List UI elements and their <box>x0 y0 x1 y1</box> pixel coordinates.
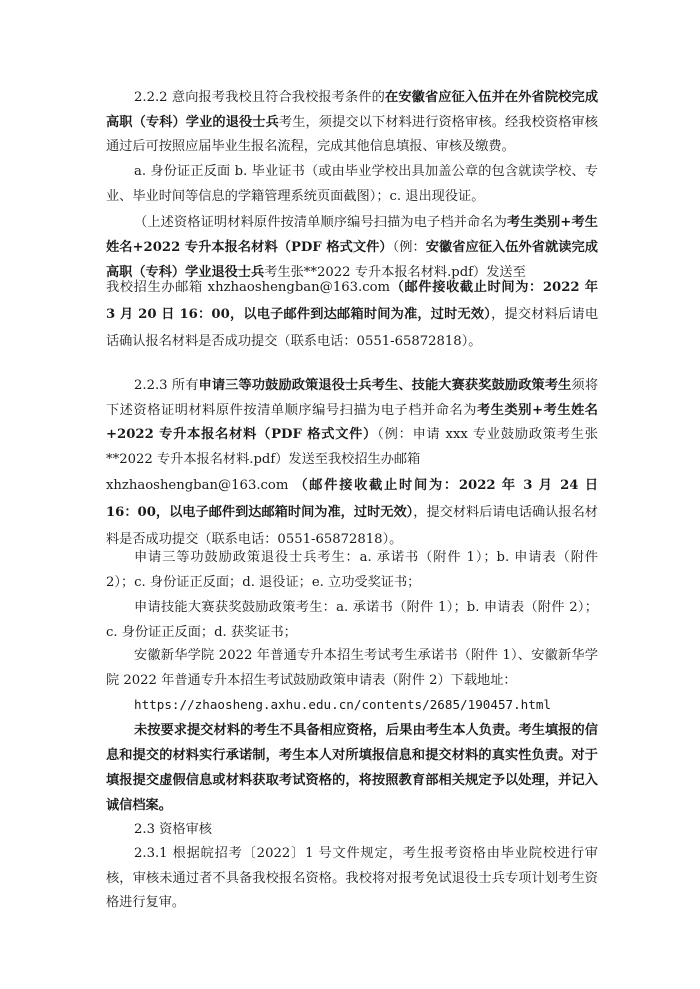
text-span: 考生，须提交以下材料进行资格审核。经我校资格审核通过后可按照应届毕业生报名流程，完成其他信息填报、审核及缴费。 <box>106 114 598 155</box>
section-2-2-2-email <box>106 274 598 355</box>
bold-text: 考生类别+考生姓名+2022 专升本报名材料（PDF 格式文件） <box>106 215 598 255</box>
text-span: 考生张**2022 专升本报名材料.pdf）发送至 <box>264 265 526 280</box>
text-span: 须将下述资格证明材料原件按清单顺序编号扫描为电子档并命名为 <box>106 378 599 418</box>
section-title: 2.3 资格审核 <box>134 822 212 837</box>
section-2-2-3-intro <box>106 374 598 472</box>
text-span: 2.2.2 意向报考我校且符合我校报考条件的 <box>134 90 386 105</box>
section-2-3-body <box>106 842 598 916</box>
section-2-2-3-email <box>106 472 598 553</box>
text-span: ，提交材料后请电话确认报名材料是否成功提交（联系电话：0551-65872818）。 <box>106 505 598 547</box>
download-url[interactable] <box>106 693 598 718</box>
download-note <box>106 644 598 693</box>
warning-text: 未按要求提交材料的考生不具备相应资格，后果由考生本人负责。考生填报的信息和提交的材料实行承诺制，考生本人对所填报信息和提交材料的真实性负责。对于填报提交虚假信息或材料获取考试资格的，将按照教育部相关规定予以处理，并记入诚信档案。 <box>106 723 598 813</box>
bold-text: 在安徽省应征入伍并在外省院校完成高职（专科）学业的退役士兵 <box>106 90 599 130</box>
text-span: 申请技能大赛获奖鼓励政策考生：a. 承诺书（附件 1）；b. 申请表（附件 2）；c. 身份证正反面；d. 获奖证书； <box>106 600 598 640</box>
bold-text: 安徽省应征入伍外省就读完成高职（专科）学业退役士兵 <box>106 240 598 280</box>
list-skill-policy <box>106 596 598 645</box>
section-2-3-title <box>106 818 598 843</box>
text-span: （例： <box>392 240 426 255</box>
section-2-2-2-items <box>106 160 598 209</box>
text-span: a. 身份证正反面 b. 毕业证书（或由毕业学校出具加盖公章的包含就读学校、专业、毕业时间等信息的学籍管理系统页面截图）；c. 退出现役证。 <box>106 164 598 204</box>
list-merit-policy <box>106 546 598 595</box>
text-span: （例：申请 xxx 专业鼓励政策考生张**2022 专升本报名材料.pdf）发送至我校招生办邮箱 <box>106 427 598 467</box>
email-text: xhzhaoshengban@163.com <box>106 478 295 493</box>
warning-notice <box>106 718 598 818</box>
text-span: ，提交材料后请电话确认报名材料是否成功提交（联系电话：0551-65872818）。 <box>106 307 599 349</box>
section-2-2-2-intro <box>106 86 598 160</box>
text-span: （上述资格证明材料原件按清单顺序编号扫描为电子档并命名为 <box>134 215 508 230</box>
text-span: 安徽新华学院 2022 年普通专升本招生考试考生承诺书（附件 1）、安徽新华学院 2022 年普通专升本招生考试鼓励政策申请表（附件 2）下载地址： <box>106 648 598 688</box>
deadline-text: （邮件接收截止时间为：2022 年 3 月 20 日 16：00，以电子邮件到达邮箱时间为准，过时无效） <box>106 280 599 322</box>
text-span: 申请三等功鼓励政策退役士兵考生：a. 承诺书（附件 1）；b. 申请表（附件 2）；c. 身份证正反面；d. 退役证；e. 立功受奖证书； <box>106 550 598 590</box>
text-span: 2.3.1 根据皖招考〔2022〕1 号文件规定，考生报考资格由毕业院校进行审核，审核未通过者不具备我校报名资格。我校将对报考免试退役士兵专项计划考生资格进行复审。 <box>106 846 598 911</box>
email-text: 我校招生办邮箱 xhzhaoshengban@163.com <box>106 280 391 295</box>
url-link[interactable]: https://zhaosheng.axhu.edu.cn/contents/2685/190457.html <box>134 697 552 712</box>
bold-text: 考生类别+考生姓名+2022 专升本报名材料（PDF 格式文件） <box>106 402 598 443</box>
bold-text: 申请三等功鼓励政策退役士兵考生、技能大赛获奖鼓励政策考生 <box>198 378 572 393</box>
deadline-text: （邮件接收截止时间为：2022 年 3 月 24 日 16：00，以电子邮件到达邮箱时间为准，过时无效） <box>106 478 599 520</box>
text-span: 2.2.3 所有 <box>134 378 199 393</box>
